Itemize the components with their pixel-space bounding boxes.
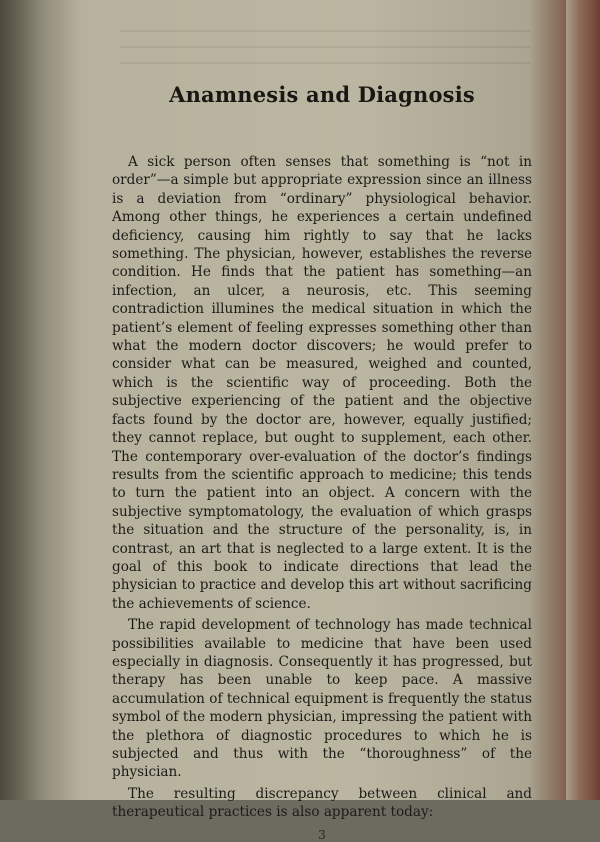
page-edge xyxy=(566,0,600,800)
book-spine-shadow xyxy=(0,0,80,800)
page-number: 3 xyxy=(318,827,326,842)
chapter-title: Anamnesis and Diagnosis xyxy=(169,82,475,107)
body-paragraph: The rapid development of technology has made technical possibilities available to medicine that have been used especially in diagnosis. Consequently it has progressed, but therapy has been unable to keep pace. A massive accumulation of technical equipment is frequently the status symbol of the modern physician, impressing the patient with the plethora of diagnostic procedures to which he is subjected and thus with the “thoroughness” of the physician. xyxy=(112,617,532,781)
book-page xyxy=(112,82,532,842)
body-paragraph: The resulting discrepancy between clinical and therapeutical practices is also apparent today: xyxy=(112,785,532,821)
show-through-text xyxy=(120,30,530,90)
body-paragraph: A sick person often senses that something is “not in order”—a simple but appropriate expression since an illness is a deviation from “ordinary” physiological behavior. Among other things, he experiences a certain undefined deficiency, causing him rightly to say that he lacks something. The physician, however, establishes the reverse condition. He finds that the patient has something—an infection, an ulcer, a neurosis, etc. This seeming contradiction illumines the medical situation in which the patient’s element of feeling expresses something other than what the modern doctor discovers; he would prefer to consider what can be measured, weighed and counted, which is the scientific way of proceeding. Both the subjective experiencing of the patient and the objective facts found by the doctor are, however, equally justified; they cannot replace, but ought to supplement, each other. The contemporary over-evaluation of the doctor’s findings results from the scientific approach to medicine; this tends to turn the patient into an object. A concern with the subjective symptomatology, the evaluation of which grasps the situation and the structure of the personality, is, in contrast, an art that is neglected to a large extent. It is the goal of this book to indicate directions that lead the physician to practice and develop this art without sacrificing the achievements of science. xyxy=(112,154,532,612)
